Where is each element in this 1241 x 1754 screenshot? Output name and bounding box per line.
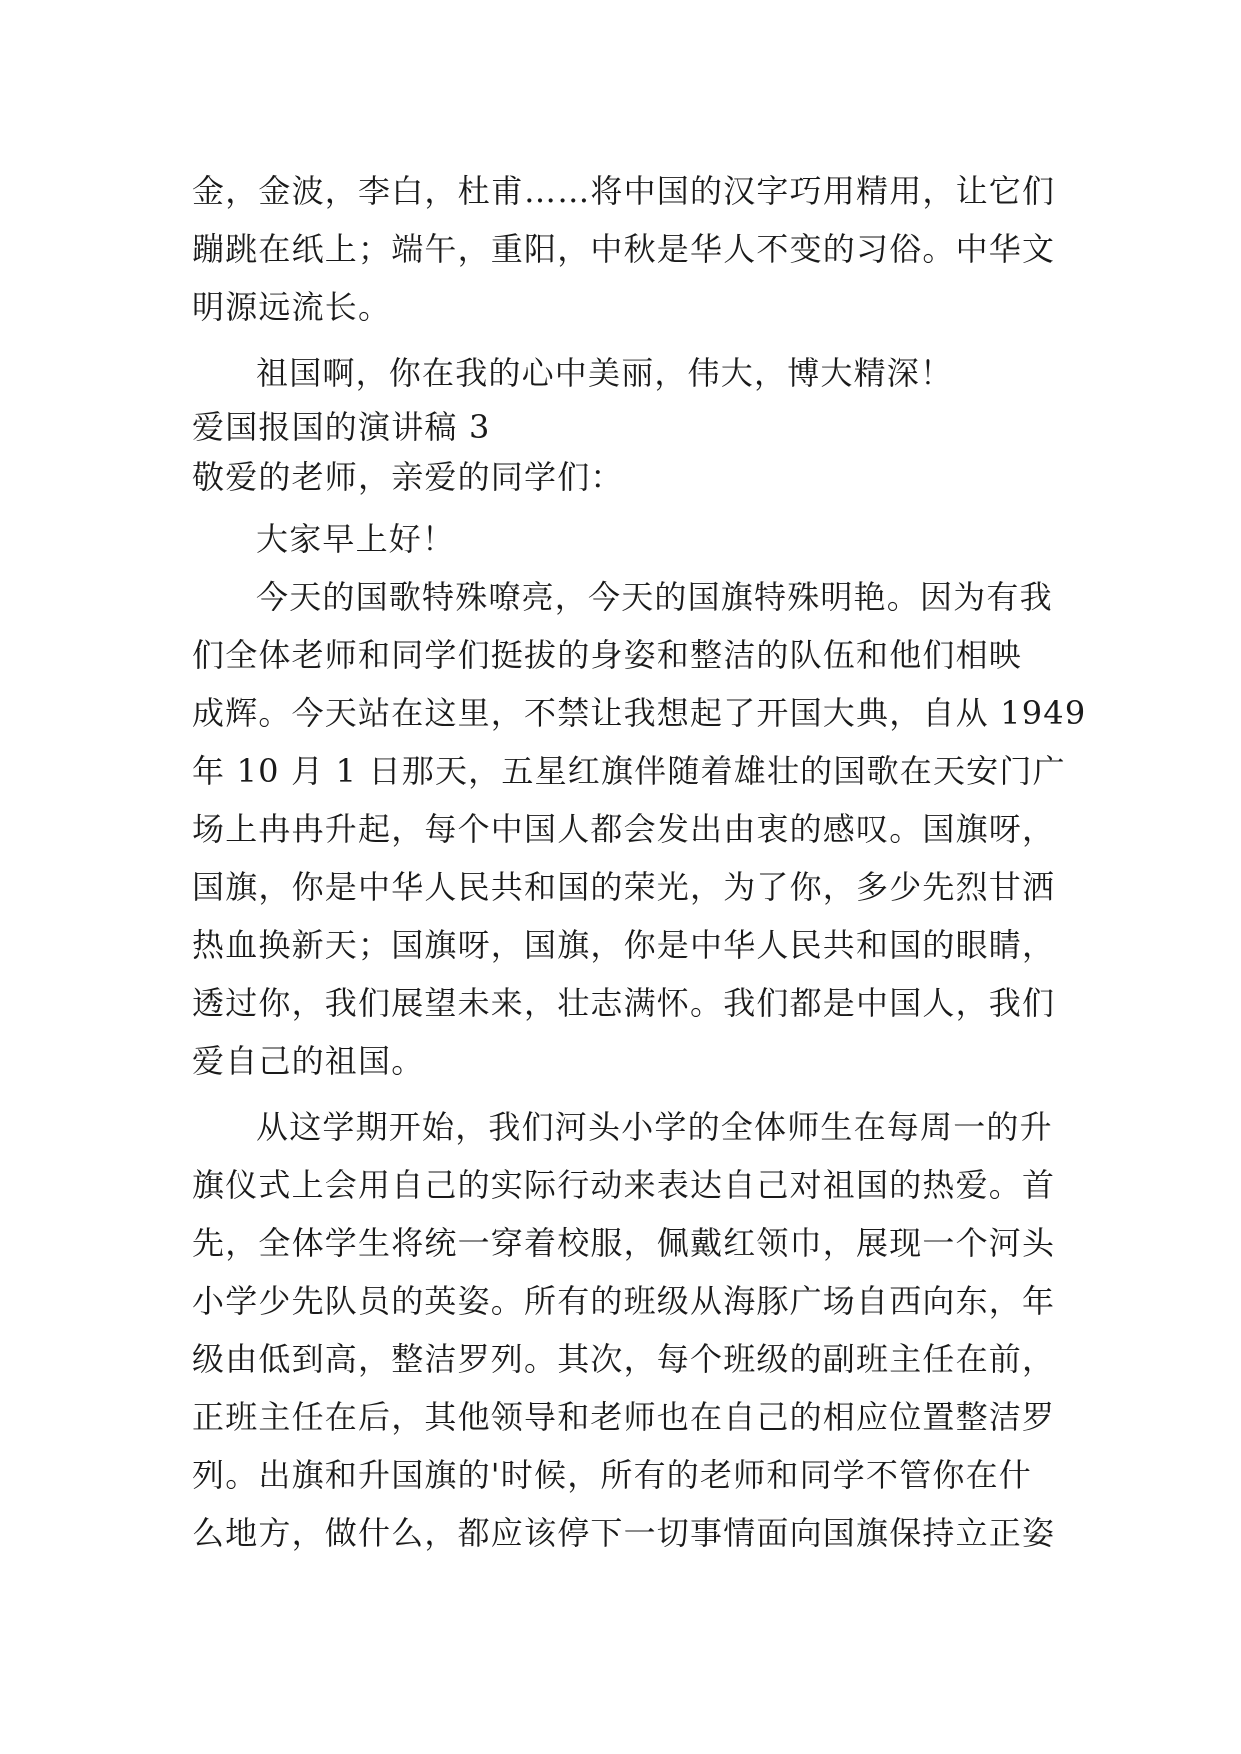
paragraph-ceremony xyxy=(192,1098,1072,1562)
paragraph-greeting xyxy=(192,510,1072,568)
text-line: 场上冉冉升起，每个中国人都会发出由衷的感叹。国旗呀， xyxy=(192,810,1056,848)
text-line: 明源远流长。 xyxy=(192,288,392,326)
text-line: 国旗，你是中华人民共和国的荣光，为了你，多少先烈甘洒 xyxy=(192,868,1056,906)
text-line: 透过你，我们展望未来，壮志满怀。我们都是中国人，我们 xyxy=(192,984,1056,1022)
greeting: 大家早上好！ xyxy=(256,520,456,558)
text-line: 蹦跳在纸上；端午，重阳，中秋是华人不变的习俗。中华文 xyxy=(192,230,1056,268)
text-line: 从这学期开始，我们河头小学的全体师生在每周一的升 xyxy=(256,1108,1053,1146)
text-line: 今天的国歌特殊嘹亮，今天的国旗特殊明艳。因为有我 xyxy=(256,578,1053,616)
text-line: 列。出旗和升国旗的'时候，所有的老师和同学不管你在什 xyxy=(192,1456,1032,1494)
text-line: 么地方，做什么，都应该停下一切事情面向国旗保持立正姿 xyxy=(192,1514,1056,1552)
text-line: 金，金波，李白，杜甫……将中国的汉字巧用精用，让它们 xyxy=(192,172,1056,210)
paragraph-continued xyxy=(192,162,1072,336)
text-line: 旗仪式上会用自己的实际行动来表达自己对祖国的热爱。首 xyxy=(192,1166,1056,1204)
document-body xyxy=(192,162,1087,1562)
text-line: 爱自己的祖国。 xyxy=(192,1042,425,1080)
text-line: 热血换新天；国旗呀，国旗，你是中华人民共和国的眼睛， xyxy=(192,926,1056,964)
text-line: 祖国啊，你在我的心中美丽，伟大，博大精深！ xyxy=(256,354,954,392)
paragraph-anthem xyxy=(192,568,1087,1090)
paragraph-praise xyxy=(192,344,1072,402)
text-line: 年 10 月 1 日那天，五星红旗伴随着雄壮的国歌在天安门广 xyxy=(192,752,1066,790)
text-line: 级由低到高，整洁罗列。其次，每个班级的副班主任在前， xyxy=(192,1340,1056,1378)
text-line: 成辉。今天站在这里，不禁让我想起了开国大典，自从 1949 xyxy=(192,694,1087,732)
salutation: 敬爱的老师，亲爱的同学们： xyxy=(192,458,624,496)
section-heading: 爱国报国的演讲稿 3 xyxy=(192,408,491,446)
text-line: 先，全体学生将统一穿着校服，佩戴红领巾，展现一个河头 xyxy=(192,1224,1056,1262)
text-line: 们全体老师和同学们挺拔的身姿和整洁的队伍和他们相映 xyxy=(192,636,1023,674)
text-line: 正班主任在后，其他领导和老师也在自己的相应位置整洁罗 xyxy=(192,1398,1056,1436)
text-line: 小学少先队员的英姿。所有的班级从海豚广场自西向东，年 xyxy=(192,1282,1056,1320)
